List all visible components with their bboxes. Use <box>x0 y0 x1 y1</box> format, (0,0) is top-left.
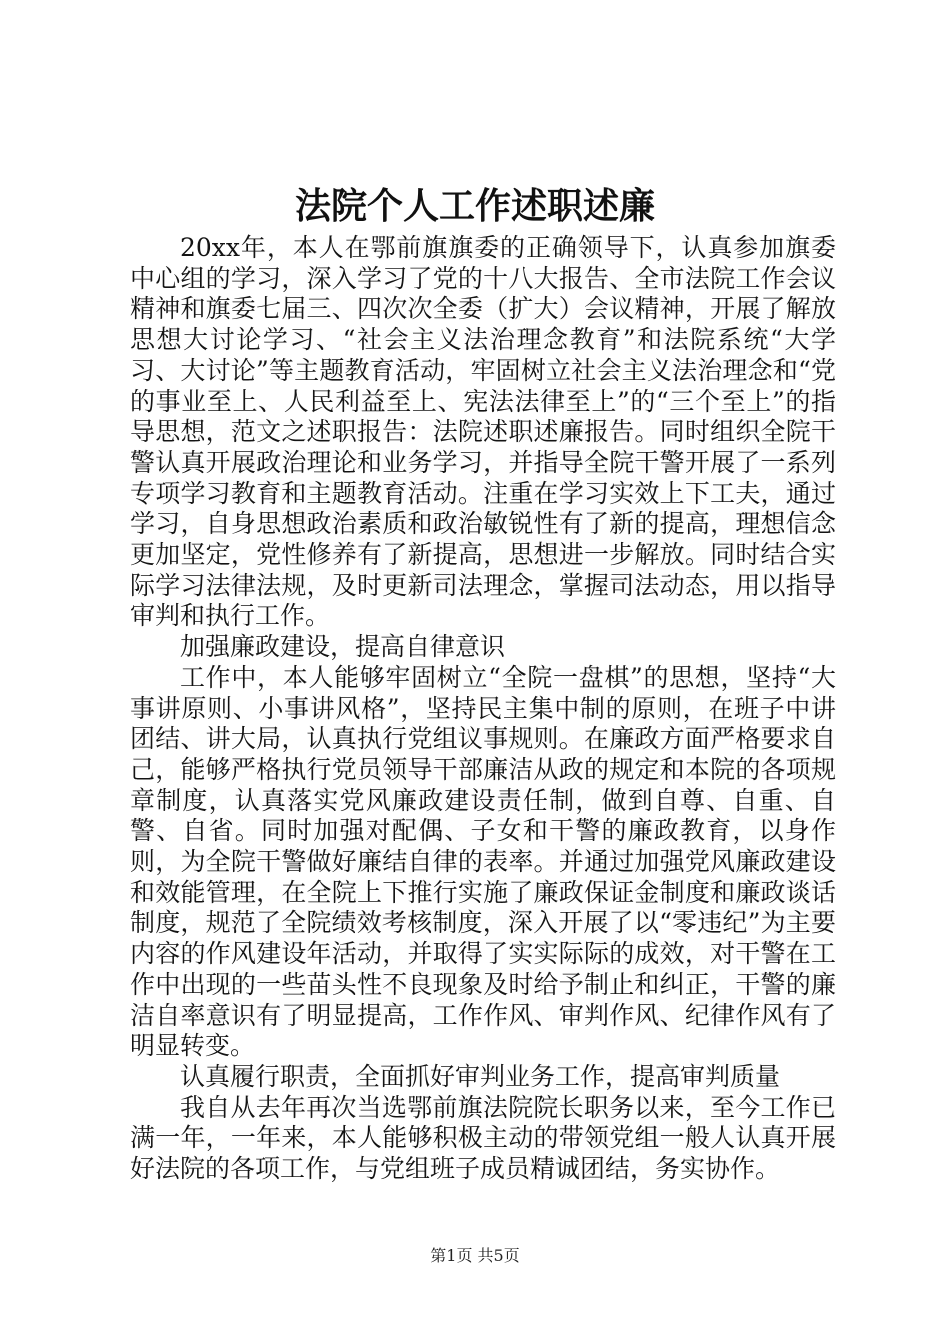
document-body <box>130 233 836 1185</box>
paragraph-intro: 20xx年，本人在鄂前旗旗委的正确领导下，认真参加旗委中心组的学习，深入学习了党的十八大报告、全市法院工作会议精神和旗委七届三、四次次全委（扩大）会议精神，开展了解放思想大讨论学习、“社会主义法治理念教育”和法院系统“大学习、大讨论”等主题教育活动，牢固树立社会主义法治理念和“党的事业至上、人民利益至上、宪法法律至上”的“三个至上”的指导思想，范文之述职报告：法院述职述廉报告。同时组织全院干警认真开展政治理论和业务学习，并指导全院干警开展了一系列专项学习教育和主题教育活动。注重在学习实效上下工夫，通过学习，自身思想政治素质和政治敏锐性有了新的提高，理想信念更加坚定，党性修养有了新提高，思想进一步解放。同时结合实际学习法律法规，及时更新司法理念，掌握司法动态，用以指导审判和执行工作。 <box>130 233 836 631</box>
paragraph-duties: 我自从去年再次当选鄂前旗法院院长职务以来，至今工作已满一年，一年来，本人能够积极主动的带领党组一般人认真开展好法院的各项工作，与党组班子成员精诚团结，务实协作。 <box>130 1092 836 1184</box>
document-title: 法院个人工作述职述廉 <box>294 185 655 227</box>
section-heading-integrity: 加强廉政建设，提高自律意识 <box>180 632 506 662</box>
paragraph-integrity: 工作中，本人能够牢固树立“全院一盘棋”的思想，坚持“大事讲原则、小事讲风格”，坚持民主集中制的原则，在班子中讲团结、讲大局，认真执行党组议事规则。在廉政方面严格要求自己，能够严格执行党员领导干部廉洁从政的规定和本院的各项规章制度，认真落实党风廉政建设责任制，做到自尊、自重、自警、自省。同时加强对配偶、子女和干警的廉政教育，以身作则，为全院干警做好廉结自律的表率。并通过加强党风廉政建设和效能管理，在全院上下推行实施了廉政保证金制度和廉政谈话制度，规范了全院绩效考核制度，深入开展了以“零违纪”为主要内容的作风建设年活动，并取得了实实际际的成效，对干警在工作中出现的一些苗头性不良现象及时给予制止和纠正，干警的廉洁自率意识有了明显提高，工作作风、审判作风、纪律作风有了明显转变。 <box>130 662 836 1061</box>
section-heading-duties: 认真履行职责，全面抓好审判业务工作，提高审判质量 <box>180 1061 781 1091</box>
page-footer: 第1页 共5页 <box>430 1246 520 1265</box>
